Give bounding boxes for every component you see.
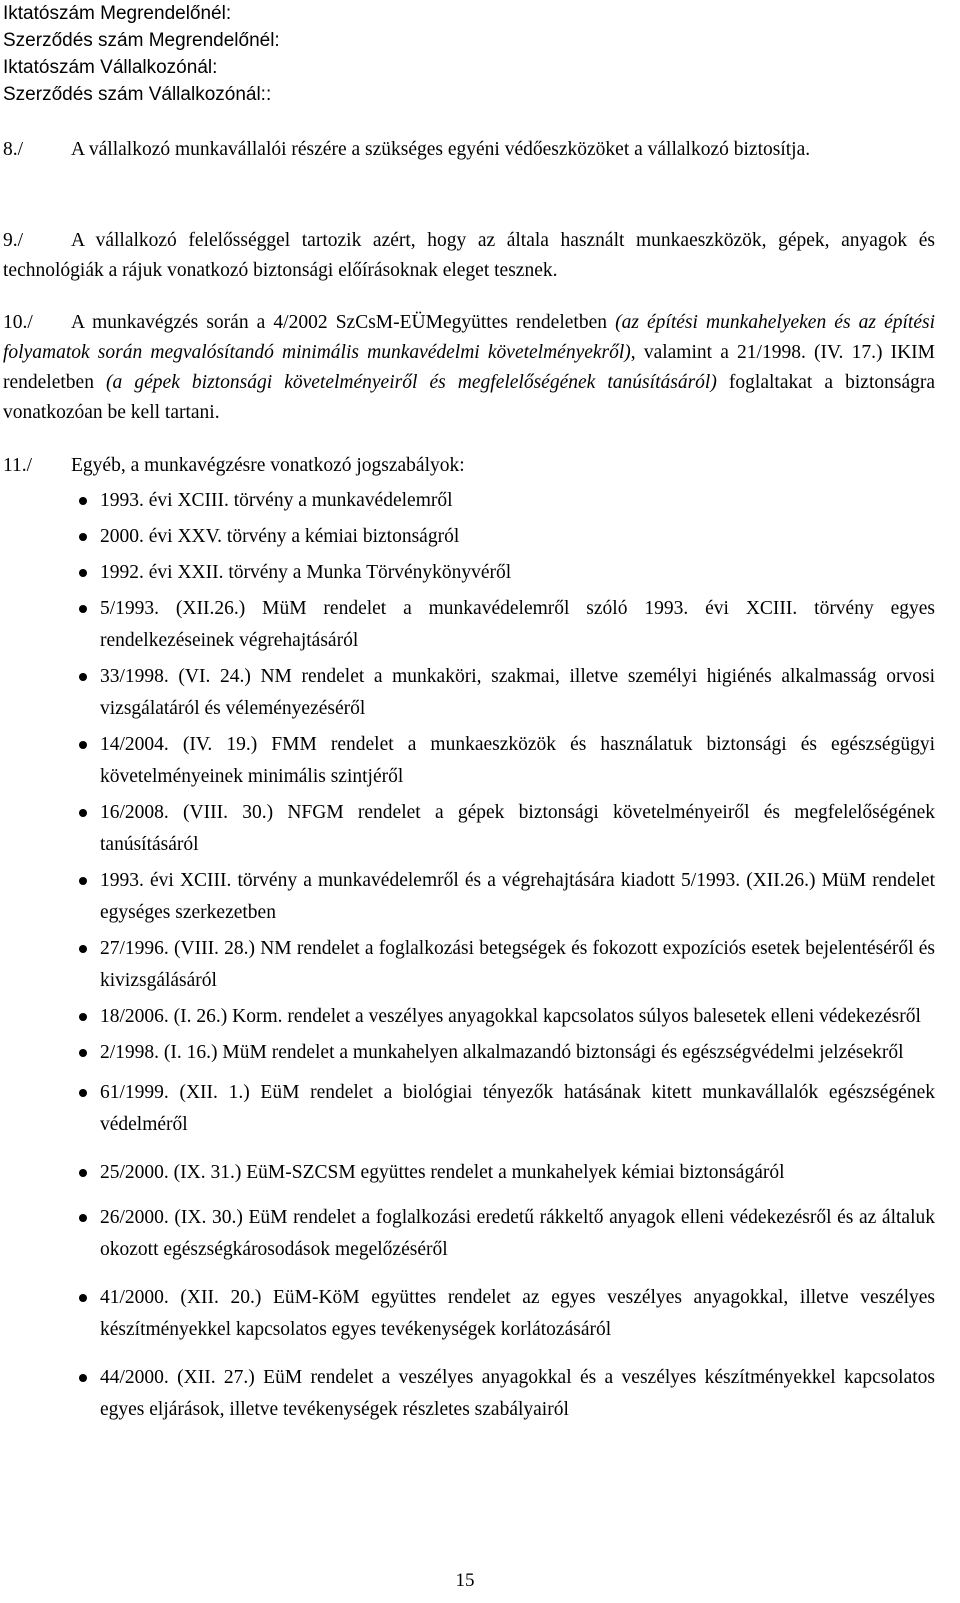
section-9 [3, 226, 935, 286]
law-item [3, 1202, 935, 1266]
law-item [3, 1282, 935, 1346]
law-text: 5/1993. (XII.26.) MüM rendelet a munkavédelemről szóló 1993. évi XCIII. törvény egyes rendelkezéseinek végrehajtásáról [100, 598, 935, 651]
section-text: A vállalkozó munkavállalói részére a szükséges egyéni védőeszközöket a vállalkozó biztosítja. [71, 139, 811, 160]
header-line: Iktatószám Megrendelőnél: [3, 3, 232, 24]
law-item [3, 485, 935, 517]
law-item [3, 729, 935, 793]
law-text: 25/2000. (IX. 31.) EüM-SZCSM együttes rendelet a munkahelyek kémiai biztonságáról [100, 1162, 785, 1183]
italic-title: (az építési munkahelyeken és az építési folyamatok során megvalósítandó minimális munkavédelmi követelményekről) [3, 312, 935, 363]
law-text: 61/1999. (XII. 1.) EüM rendelet a biológiai tényezők hatásának kitett munkavállalók egészségének védelméről [100, 1082, 935, 1135]
law-text: 2/1998. (I. 16.) MüM rendelet a munkahelyen alkalmazandó biztonsági és egészségvédelmi jelzésekről [100, 1042, 904, 1063]
law-item [3, 1001, 935, 1033]
law-item [3, 933, 935, 997]
law-text: 16/2008. (VIII. 30.) NFGM rendelet a gépek biztonsági követelményeiről és megfelelőségének tanúsításáról [100, 802, 935, 855]
law-text: 1993. évi XCIII. törvény a munkavédelemről [100, 490, 453, 511]
registration-header [3, 0, 280, 108]
law-item [3, 1362, 935, 1426]
law-text: 27/1996. (VIII. 28.) NM rendelet a foglalkozási betegségek és fokozott expozíciós esetek bejelentéséről és kivizsgálásáról [100, 938, 935, 991]
section-text: A vállalkozó felelősséggel tartozik azért, hogy az általa használt munkaeszközök, gépek, anyagok és technológiák a rájuk vonatkozó biztonsági előírásoknak eleget tesznek. [3, 230, 935, 281]
section-text: foglaltakat a biztonságra vonatkozóan be kell tartani. [3, 372, 936, 423]
section-number: 8./ [3, 139, 24, 160]
section-text: , valamint a 21/1998. (IV. 17.) IKIM rendeletben [3, 342, 935, 393]
law-text: 1992. évi XXII. törvény a Munka Törvénykönyvéről [100, 562, 512, 583]
section-text: Egyéb, a munkavégzésre vonatkozó jogszabályok: [71, 455, 465, 476]
section-number: 11./ [3, 455, 33, 476]
section-11 [3, 451, 935, 481]
law-item [3, 865, 935, 929]
law-text: 44/2000. (XII. 27.) EüM rendelet a veszélyes anyagokkal és a veszélyes készítményekkel kapcsolatos egyes eljárások, illetve tevékenységek részletes szabályairól [100, 1367, 935, 1420]
page-number: 15 [455, 1570, 475, 1591]
law-item [3, 593, 935, 657]
law-text: 14/2004. (IV. 19.) FMM rendelet a munkaeszközök és használatuk biztonsági és egészségügyi követelményeinek minimális szintjéről [100, 734, 935, 787]
section-text: A munkavégzés során a 4/2002 SzCsM-EÜMegyüttes rendeletben [71, 312, 616, 333]
section-10 [3, 308, 935, 428]
law-item [3, 661, 935, 725]
section-number: 9./ [3, 230, 24, 251]
law-item [3, 797, 935, 861]
header-line: Iktatószám Vállalkozónál: [3, 57, 218, 78]
law-item [3, 1077, 935, 1141]
law-item [3, 557, 935, 589]
law-item [3, 1157, 935, 1189]
law-item [3, 1037, 935, 1069]
section-number: 10./ [3, 312, 33, 333]
law-text: 1993. évi XCIII. törvény a munkavédelemről és a végrehajtására kiadott 5/1993. (XII.26.) MüM rendelet egységes szerkezetben [100, 870, 935, 923]
law-text: 41/2000. (XII. 20.) EüM-KöM együttes rendelet az egyes veszélyes anyagokkal, illetve veszélyes készítményekkel kapcsolatos egyes tevékenységek korlátozásáról [100, 1287, 935, 1340]
law-list [3, 485, 935, 1426]
law-text: 2000. évi XXV. törvény a kémiai biztonságról [100, 526, 460, 547]
law-text: 33/1998. (VI. 24.) NM rendelet a munkaköri, szakmai, illetve személyi higiénés alkalmasság orvosi vizsgálatáról és véleményezéséről [100, 666, 935, 719]
law-text: 26/2000. (IX. 30.) EüM rendelet a foglalkozási eredetű rákkeltő anyagok elleni védekezésről és az általuk okozott egészségkárosodások megelőzéséről [100, 1207, 935, 1260]
law-text: 18/2006. (I. 26.) Korm. rendelet a veszélyes anyagokkal kapcsolatos súlyos balesetek elleni védekezésről [100, 1006, 921, 1027]
section-8 [3, 135, 935, 165]
italic-title: (a gépek biztonsági követelményeiről és megfelelőségének tanúsításáról) [106, 372, 717, 393]
law-item [3, 521, 935, 553]
header-line: Szerződés szám Vállalkozónál:: [3, 84, 272, 105]
header-line: Szerződés szám Megrendelőnél: [3, 30, 280, 51]
